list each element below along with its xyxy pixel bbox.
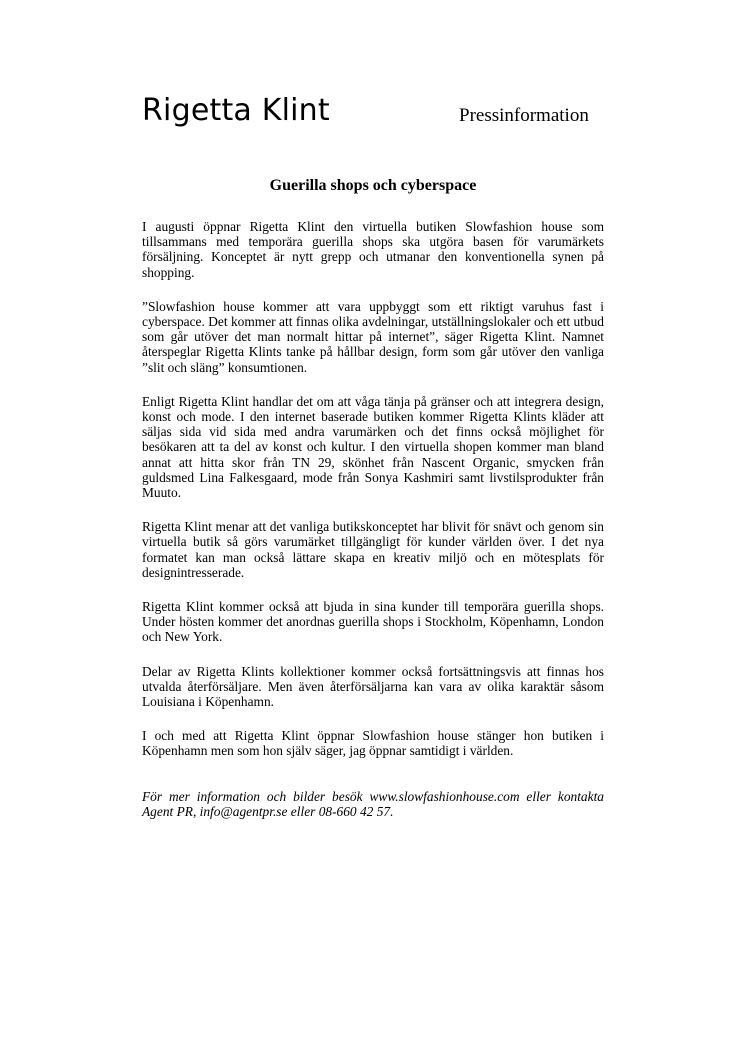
brand-name: Rigetta Klint: [142, 93, 330, 128]
article-paragraph: Enligt Rigetta Klint handlar det om att våga tänja på gränser och att integrera design, konst och mode. I den internet baserade butiken kommer Rigetta Klints kläder att säljas sida vid sida med andra varumärken och det finns också möjlighet för besökaren att ta del av konst och kultur. I den virtuella shopen kommer man bland annat att hitta skor från TN 29, skönhet från Nascent Organic, smycken från guldsmed Lina Falkesgaard, mode från Sonya Kashmiri samt livstilsprodukter från Muuto.: [142, 393, 604, 501]
article-title: Guerilla shops och cyberspace: [269, 177, 477, 194]
article-paragraph: ”Slowfashion house kommer att vara uppbyggt som ett riktigt varuhus fast i cyberspace. Det kommer att finnas olika avdelningar, utställningslokaler och ett utbud som går utöver det man normalt hittar på internet”, säger Rigetta Klint. Namnet återspeglar Rigetta Klints tanke på hållbar design, form som går utöver den vanliga ”slit och släng” konsumtionen.: [142, 298, 604, 375]
document-type-label: Pressinformation: [459, 105, 589, 126]
article-paragraph: Rigetta Klint menar att det vanliga butikskonceptet har blivit för snävt och genom sin virtuella butik så görs varumärket tillgängligt för kunder världen över. I det nya formatet kan man också lättare skapa en kreativ miljö och en mötesplats för designintresserade.: [142, 519, 604, 580]
article-paragraph: I och med att Rigetta Klint öppnar Slowfashion house stänger hon butiken i Köpenhamn men som hon själv säger, jag öppnar samtidigt i världen.: [142, 728, 604, 759]
article-body: [142, 219, 604, 838]
article-paragraph: I augusti öppnar Rigetta Klint den virtuella butiken Slowfashion house som tillsammans med temporära guerilla shops ska utgöra basen för varumärkets försäljning. Konceptet är nytt grepp och utmanar den konventionella synen på shopping.: [142, 219, 604, 280]
article-paragraph: Delar av Rigetta Klints kollektioner kommer också fortsättningsvis att finnas hos utvalda återförsäljare. Men även återförsäljarna kan vara av olika karaktär såsom Louisiana i Köpenhamn.: [142, 663, 604, 710]
contact-information: För mer information och bilder besök www.slowfashionhouse.com eller kontakta Agent PR, info@agentpr.se eller 08-660 42 57.: [142, 788, 604, 819]
article-paragraph: Rigetta Klint kommer också att bjuda in sina kunder till temporära guerilla shops. Under hösten kommer det anordnas guerilla shops i Stockholm, Köpenhamn, London och New York.: [142, 599, 604, 645]
